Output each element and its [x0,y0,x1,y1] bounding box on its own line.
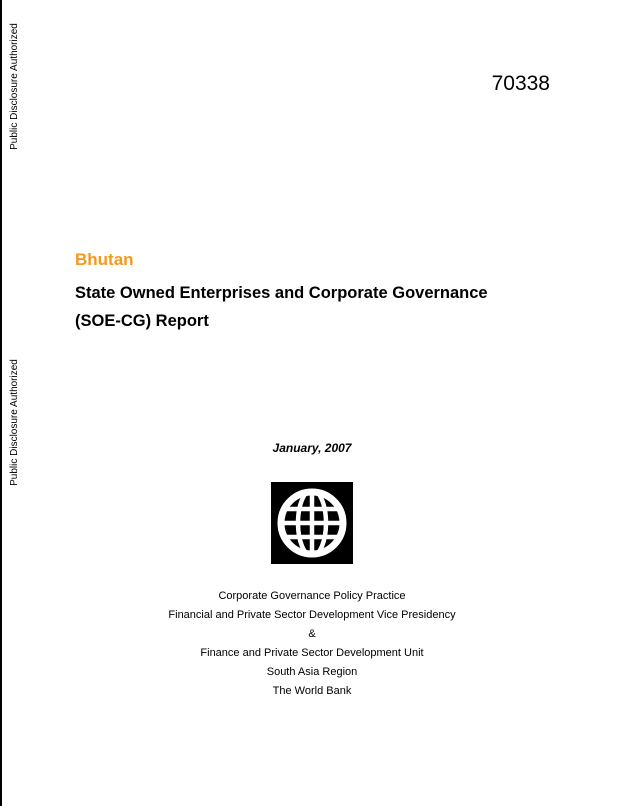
credit-line: South Asia Region [266,666,358,678]
disclosure-stamp-top [8,20,20,152]
disclosure-stamp-middle [8,356,20,488]
credit-line: The World Bank [272,685,352,697]
credit-line: & [308,628,316,640]
document-number: 70338 [491,72,550,95]
disclosure-stamp-text: Public Disclosure Authorized [8,358,20,486]
credit-line: Corporate Governance Policy Practice [218,590,406,602]
report-date: January, 2007 [272,441,352,455]
world-bank-globe-icon [271,482,353,564]
report-title-line: (SOE-CG) Report [75,312,209,330]
country-heading: Bhutan [75,250,134,269]
credit-line: Financial and Private Sector Development Vice Presidency [168,609,456,621]
credit-line: Finance and Private Sector Development Unit [200,647,424,659]
report-title [75,279,575,335]
report-title-line: State Owned Enterprises and Corporate Governance [75,284,488,302]
disclosure-stamp-text: Public Disclosure Authorized [8,22,20,150]
credits-block [0,587,624,701]
